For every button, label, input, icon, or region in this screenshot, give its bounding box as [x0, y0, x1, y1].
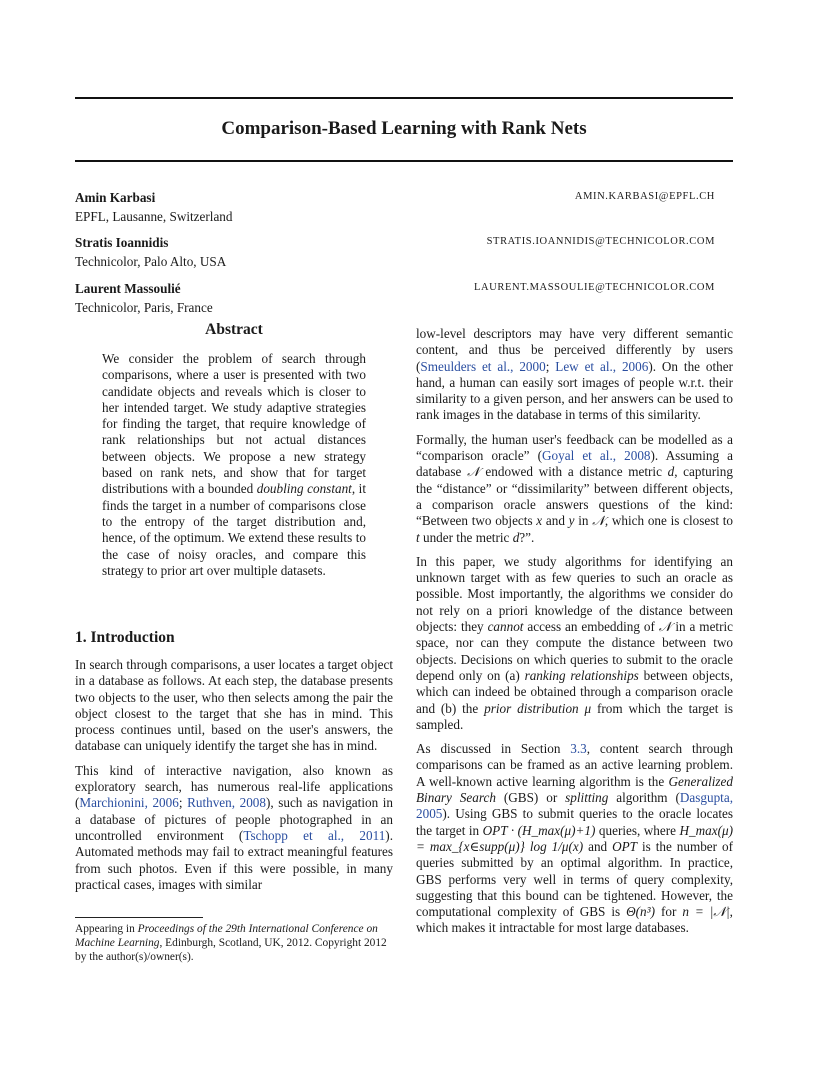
text-run: from which the target is sampled. — [416, 700, 734, 732]
text-run: ; — [178, 795, 188, 811]
author-name: Stratis Ioannidis — [75, 235, 169, 250]
citation-link[interactable]: Dasgupta, 2005 — [416, 790, 733, 822]
emphasis: prior distribution — [484, 700, 579, 716]
author-name: Laurent Massoulié — [75, 281, 181, 296]
text-run: queries, where — [595, 822, 680, 838]
text-run: for — [654, 904, 683, 920]
citation-link[interactable]: Ruthven, 2008 — [187, 795, 266, 811]
text-run: and — [583, 838, 613, 854]
text-run: under the metric — [419, 529, 513, 545]
right-paragraph-4 — [416, 741, 733, 937]
math-symbol: d — [667, 464, 675, 480]
author-block — [75, 281, 733, 321]
right-paragraph-1 — [416, 326, 733, 424]
author-email[interactable]: LAURENT.MASSOULIE@TECHNICOLOR.COM — [473, 282, 715, 293]
text-run: This kind of interactive navigation, also known as exploratory search, has numerous real-life applications ( — [75, 762, 393, 811]
abstract-text: We consider the problem of search through comparisons, where a user is presented with two candidate objects and reveals which is closer to her intended target. We study adaptive strategies for finding the target, that require knowledge of rank relationships but not actual distances between objects. We propose a new strategy based on rank nets, and show that for target distributions with a bounded — [102, 351, 366, 497]
left-column-body — [75, 657, 393, 901]
text-run: and — [542, 513, 569, 529]
text-run: between objects, which can indeed be obtained through a comparison oracle and (b) the — [416, 667, 733, 716]
math-symbol: 𝒩 — [592, 513, 605, 529]
text-run: Formally, the human user's feedback can be modelled as a “comparison oracle” ( — [416, 431, 733, 464]
emphasis: ranking relationships — [524, 667, 639, 683]
text-run: ?”. — [519, 529, 535, 545]
author-name: Amin Karbasi — [75, 190, 156, 205]
abstract-heading: Abstract — [205, 321, 263, 338]
section-link[interactable]: 3.3 — [570, 741, 587, 757]
math-symbol: 𝒩 — [658, 619, 672, 635]
author-affiliation: Technicolor, Palo Alto, USA — [75, 254, 227, 269]
text-run: ). On the other hand, a human can easily sort images of people w.r.t. their similarity to a given person, and her answers can be used to rank images in the database in terms of this similarity. — [416, 358, 733, 423]
author-block — [75, 235, 733, 275]
math-symbol: x — [536, 513, 543, 529]
text-run: endowed with a distance metric — [479, 464, 668, 480]
citation-link[interactable]: Marchionini, 2006 — [79, 795, 179, 811]
abstract-text: , it finds the target in a number of comparisons close to the entropy of the target distribution and, hence, of the optimum. We extend these results to the case of noisy oracles, and compare this strategy to prior art over multiple datasets. — [102, 481, 366, 578]
emphasis: Generalized Binary Search — [416, 773, 733, 806]
math-symbol: t — [416, 529, 420, 545]
intro-paragraph-1: In search through comparisons, a user locates a target object in a database as follows. At each step, the database presents two objects to the user, who then selects among the pair the object closest to the target that she has in mind. This process continues until, based on the user's answers, the database can uniquely identify the target she has in mind. — [75, 657, 393, 754]
citation-link[interactable]: Smeulders et al., 2000 — [420, 358, 546, 374]
math-symbol: d — [512, 529, 520, 545]
text-run: ). Automated methods may fail to extract meaningful features from such photos. Even if this were possible, in many practical cases, images with similar — [75, 827, 393, 892]
math-symbol: μ — [584, 700, 592, 716]
text-run: ). Using GBS to submit queries to the oracle locates the target in — [416, 806, 733, 838]
abstract-body — [102, 351, 366, 587]
author-block — [75, 190, 733, 230]
text-run: ; — [545, 358, 556, 374]
math-symbol: 𝒩 — [467, 464, 480, 480]
text-run: is the number of queries submitted by an optimal algorithm. In practice, GBS performs very well in terms of query complexity, suggesting that this bound can be tightened. However, the computational complexity of GBS is — [416, 838, 733, 920]
citation-link[interactable]: Lew et al., 2006 — [555, 358, 649, 374]
right-column-body — [416, 326, 733, 945]
footnote — [75, 922, 393, 964]
citation-link[interactable]: Tschopp et al., 2011 — [243, 827, 386, 843]
abstract-emphasis: doubling constant — [256, 481, 352, 497]
right-paragraph-2 — [416, 432, 733, 546]
text-run: algorithm ( — [608, 790, 680, 806]
right-paragraph-3 — [416, 554, 733, 733]
footnote-rule — [75, 917, 203, 918]
author-email[interactable]: AMIN.KARBASI@EPFL.CH — [574, 191, 715, 202]
text-run: , which makes it intractable for most large databases. — [416, 904, 733, 936]
text-run: , Edinburgh, Scotland, UK, 2012. Copyright 2012 by the author(s)/owner(s). — [75, 937, 387, 963]
math-expression: n = |𝒩| — [682, 904, 730, 920]
text-run: ). Assuming a database — [416, 448, 733, 480]
intro-paragraph-2 — [75, 763, 393, 893]
author-affiliation: Technicolor, Paris, France — [75, 300, 213, 315]
text-run: Appearing in — [75, 923, 138, 935]
text-run: in a metric space, nor can they compute the distance between two objects. Decisions on which queries to submit to the oracle depend only on (a) — [416, 619, 733, 683]
text-run: As discussed in Section — [416, 741, 571, 757]
text-run: ), such as navigation in a database of pictures of people photographed in an uncontrolled environment ( — [75, 795, 393, 843]
math-expression: H_max(μ) = max_{x∈supp(μ)} log 1/μ(x) — [416, 822, 733, 854]
text-run: , capturing the “distance” or “dissimilarity” between different objects, a comparison oracle answers questions of the kind: “Between two objects — [416, 464, 733, 529]
top-rule — [75, 97, 733, 99]
abstract-paragraph — [102, 351, 366, 579]
paper-title: Comparison-Based Learning with Rank Nets — [221, 118, 587, 139]
emphasis: splitting — [565, 790, 609, 806]
math-symbol: y — [568, 513, 575, 529]
emphasis: cannot — [487, 619, 524, 635]
section-heading-introduction: 1. Introduction — [75, 629, 175, 646]
math-expression: OPT · (H_max(μ)+1) — [482, 822, 596, 838]
text-run: , which one is closest to — [604, 513, 733, 529]
math-expression: OPT — [612, 838, 638, 854]
citation-link[interactable]: Goyal et al., 2008 — [542, 448, 651, 464]
text-run: In this paper, we study algorithms for identifying an unknown target with as few queries to such an oracle as possible. Most importantly, the algorithms we consider do not rely on a priori knowledge of the distance between objects: they — [416, 553, 733, 635]
title-bottom-rule — [75, 160, 733, 162]
author-email[interactable]: STRATIS.IOANNIDIS@TECHNICOLOR.COM — [486, 236, 715, 247]
text-run: , content search through comparisons can be framed as an active learning problem. A well-known active learning algorithm is the — [416, 741, 733, 789]
text-run: (GBS) or — [495, 790, 566, 806]
text-run: in — [574, 513, 593, 529]
author-affiliation: EPFL, Lausanne, Switzerland — [75, 209, 233, 224]
text-run: low-level descriptors may have very different semantic content, and thus be perceived differently by users ( — [416, 326, 733, 374]
math-expression: Θ(n³) — [626, 904, 655, 920]
emphasis: Proceedings of the 29th International Conference on Machine Learning — [75, 923, 378, 949]
text-run: access an embedding of — [523, 619, 659, 635]
